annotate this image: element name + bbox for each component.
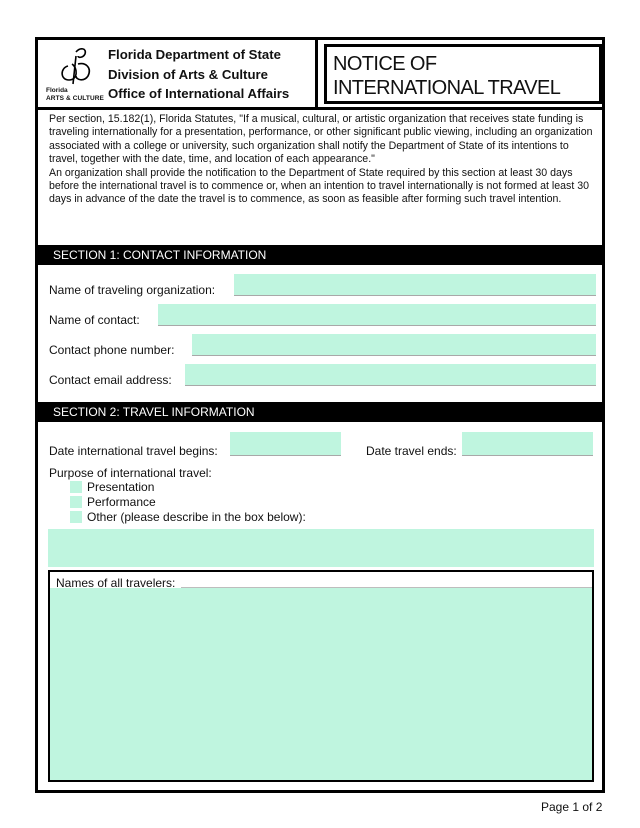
travel-ends-label: Date travel ends: (366, 444, 457, 458)
phone-input[interactable] (192, 334, 596, 356)
email-input[interactable] (185, 364, 596, 386)
agency-name (108, 45, 289, 104)
header-divider (38, 107, 602, 110)
purpose-label: Purpose of international travel: (49, 466, 212, 480)
logo-word-florida: Florida (46, 87, 68, 94)
form-title-line-1: NOTICE OF (333, 53, 437, 75)
statute-paragraph-2: An organization shall provide the notification to the Department of State required by this section at least 30 days before the international travel is to commence or, when an intention to travel internationally is not formed at least 30 days in advance of the date the travel is to commence, as soon as feasible after forming such travel intention. (49, 166, 589, 206)
travelers-underline (181, 587, 592, 588)
page-number: Page 1 of 2 (541, 800, 603, 814)
contact-name-label: Name of contact: (49, 313, 140, 327)
organization-label: Name of traveling organization: (49, 283, 216, 297)
presentation-option-label: Presentation (87, 480, 155, 494)
logo-word-arts-culture: ARTS & CULTURE (46, 95, 104, 102)
form-title-box (324, 44, 602, 104)
form-title-line-2: INTERNATIONAL TRAVEL (333, 77, 561, 99)
travel-ends-input[interactable] (462, 432, 593, 456)
script-logo-icon (54, 44, 98, 88)
statute-paragraph-1: Per section, 15.182(1), Florida Statutes, "If a musical, cultural, or artistic organization that receives state funding is traveling internationally for a presentation, performance, or other significant public viewing, including an organization associated with a college or university, such organization shall notify the Department of State of its intentions to travel, together with the date, time, and location of each appearance." (49, 113, 593, 166)
florida-arts-culture-logo (44, 44, 106, 104)
form-frame (35, 37, 605, 793)
performance-option-label: Performance (87, 495, 156, 509)
performance-checkbox[interactable] (70, 496, 82, 508)
section-2-header: SECTION 2: TRAVEL INFORMATION (38, 402, 602, 422)
contact-name-input[interactable] (158, 304, 596, 326)
agency-line-department: Florida Department of State (108, 47, 281, 62)
travel-begins-input[interactable] (230, 432, 341, 456)
agency-line-division: Division of Arts & Culture (108, 66, 268, 82)
travelers-input[interactable] (50, 588, 592, 780)
phone-label: Contact phone number: (49, 343, 175, 357)
other-option-label: Other (please describe in the box below): (87, 510, 306, 524)
section-1-header: SECTION 1: CONTACT INFORMATION (38, 245, 602, 265)
form-title (333, 52, 560, 100)
agency-line-office: Office of International Affairs (108, 86, 290, 101)
other-description-input[interactable] (48, 529, 594, 567)
travel-begins-label: Date international travel begins: (49, 444, 218, 458)
email-label: Contact email address: (49, 373, 172, 387)
travelers-box (48, 570, 594, 782)
statute-intro (49, 113, 599, 207)
other-checkbox[interactable] (70, 511, 82, 523)
agency-header (38, 40, 318, 107)
travelers-label: Names of all travelers: (56, 576, 176, 590)
organization-input[interactable] (234, 274, 596, 296)
presentation-checkbox[interactable] (70, 481, 82, 493)
